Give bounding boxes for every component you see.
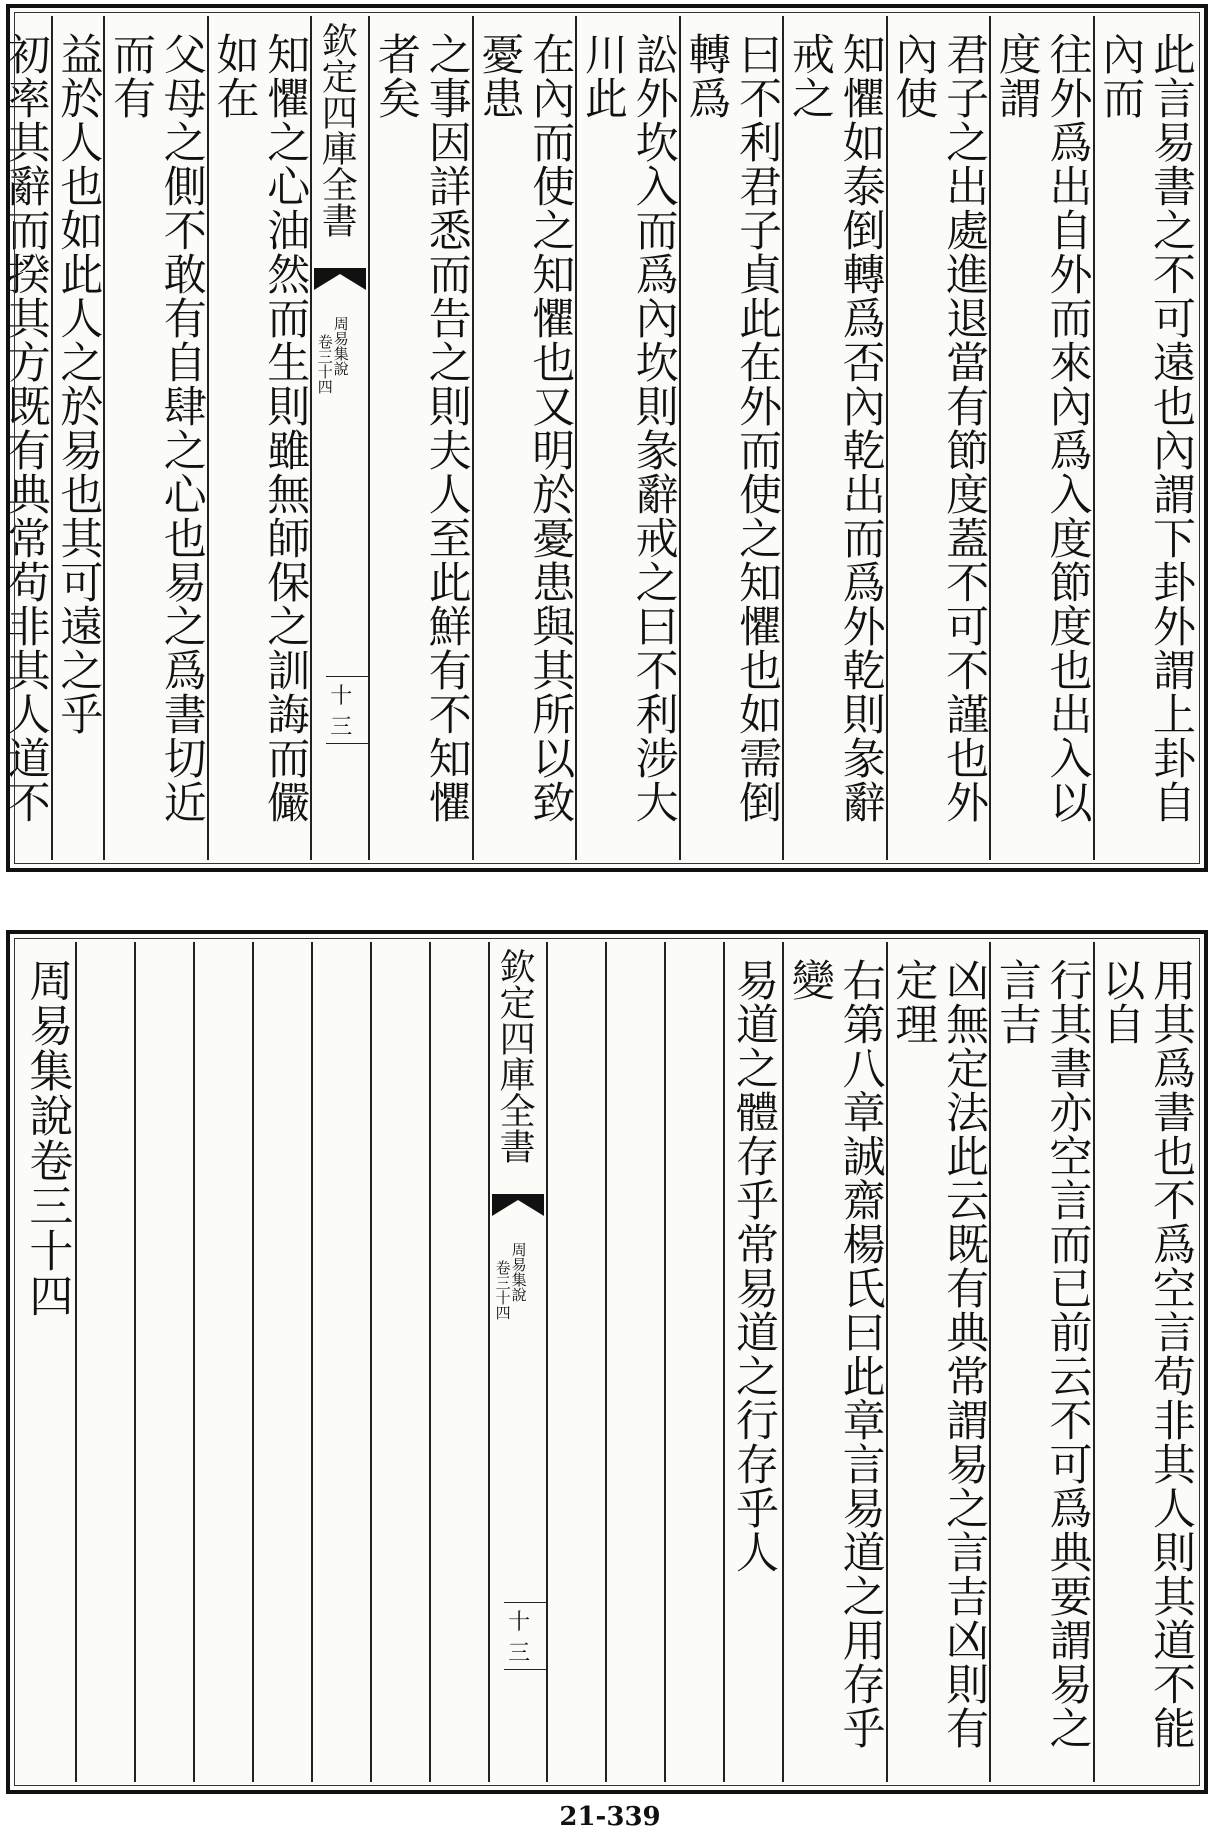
text-column — [193, 942, 252, 1782]
column-text: 右第八章誠齋楊氏曰此章言易道之用存乎變 — [784, 958, 886, 1750]
column-text: 益於人也如此人之於易也其可遠之乎 — [53, 32, 104, 736]
center-fold — [310, 16, 368, 860]
text-column — [989, 942, 1092, 1782]
text-column — [207, 16, 310, 860]
text-column — [103, 16, 206, 860]
text-column — [252, 942, 311, 1782]
bottom-page — [6, 930, 1208, 1794]
column-text: 曰不利君子貞此在外而使之知懼也如需倒轉爲 — [681, 32, 783, 824]
column-text: 知懼如泰倒轉爲否內乾出而爲外乾則彖辭戒之 — [784, 32, 886, 824]
text-column — [723, 942, 782, 1782]
footer-page-label: 21-339 — [559, 1802, 661, 1832]
text-column — [368, 16, 471, 860]
center-fold — [488, 942, 546, 1782]
bottom-page-columns — [18, 942, 1196, 1782]
book-title: 欽定四庫全書 — [494, 948, 536, 1164]
top-page-columns — [0, 16, 1196, 860]
column-text: 之事因詳悉而告之則夫人至此鮮有不知懼者矣 — [370, 32, 472, 824]
page-number: 十三 — [326, 676, 368, 744]
text-column — [1093, 942, 1196, 1782]
column-text: 往外爲出自外而來內爲入度節度也出入以度謂 — [991, 32, 1093, 824]
column-text: 君子之出處進退當有節度蓋不可不謹也外內使 — [888, 32, 990, 824]
text-column — [0, 16, 51, 860]
text-column — [546, 942, 605, 1782]
text-column — [134, 942, 193, 1782]
text-column — [429, 942, 488, 1782]
fish-tail-mark-icon — [492, 1194, 544, 1218]
fish-tail-mark-icon — [314, 268, 366, 292]
volume-title: 周易集說 — [331, 316, 350, 376]
text-column — [782, 16, 885, 860]
text-column — [575, 16, 678, 860]
column-text: 此言易書之不可遠也內謂下卦外謂上卦自內而 — [1095, 32, 1196, 824]
text-column — [605, 942, 664, 1782]
text-column — [664, 942, 723, 1782]
column-text: 初率其辭而揆其方既有典常苟非其人道不 — [0, 32, 51, 824]
text-column — [472, 16, 575, 860]
column-text: 用其爲書也不爲空言苟非其人則其道不能以自 — [1095, 958, 1196, 1750]
volume-end-title: 周易集說卷三十四 — [21, 958, 73, 1318]
text-column — [679, 16, 782, 860]
column-text: 易道之體存乎常易道之行存乎人 — [728, 958, 779, 1574]
text-column — [989, 16, 1092, 860]
column-text: 訟外坎入而爲內坎則彖辭戒之曰不利涉大川此 — [577, 32, 679, 824]
text-column — [51, 16, 104, 860]
volume-number: 卷三十四 — [493, 1260, 512, 1320]
page-number: 十三 — [504, 1602, 546, 1670]
text-column — [886, 942, 989, 1782]
text-column — [311, 942, 370, 1782]
column-text: 在內而使之知懼也又明於憂患與其所以致憂患 — [474, 32, 576, 824]
column-text: 知懼之心油然而生則雖無師保之訓誨而儼如在 — [209, 32, 311, 824]
volume-number: 卷三十四 — [315, 334, 334, 394]
column-text: 父母之側不敢有自肆之心也易之爲書切近而有 — [106, 32, 207, 824]
text-column — [886, 16, 989, 860]
column-text: 行其書亦空言而已前云不可爲典要謂易之言吉 — [991, 958, 1093, 1750]
column-text: 凶無定法此云既有典常謂易之言吉凶則有定理 — [888, 958, 990, 1750]
text-column — [1093, 16, 1196, 860]
text-column — [782, 942, 885, 1782]
text-column — [18, 942, 75, 1782]
volume-title: 周易集說 — [509, 1242, 528, 1302]
text-column — [75, 942, 134, 1782]
top-page — [0, 4, 1208, 872]
book-title: 欽定四庫全書 — [316, 22, 358, 238]
text-column — [370, 942, 429, 1782]
